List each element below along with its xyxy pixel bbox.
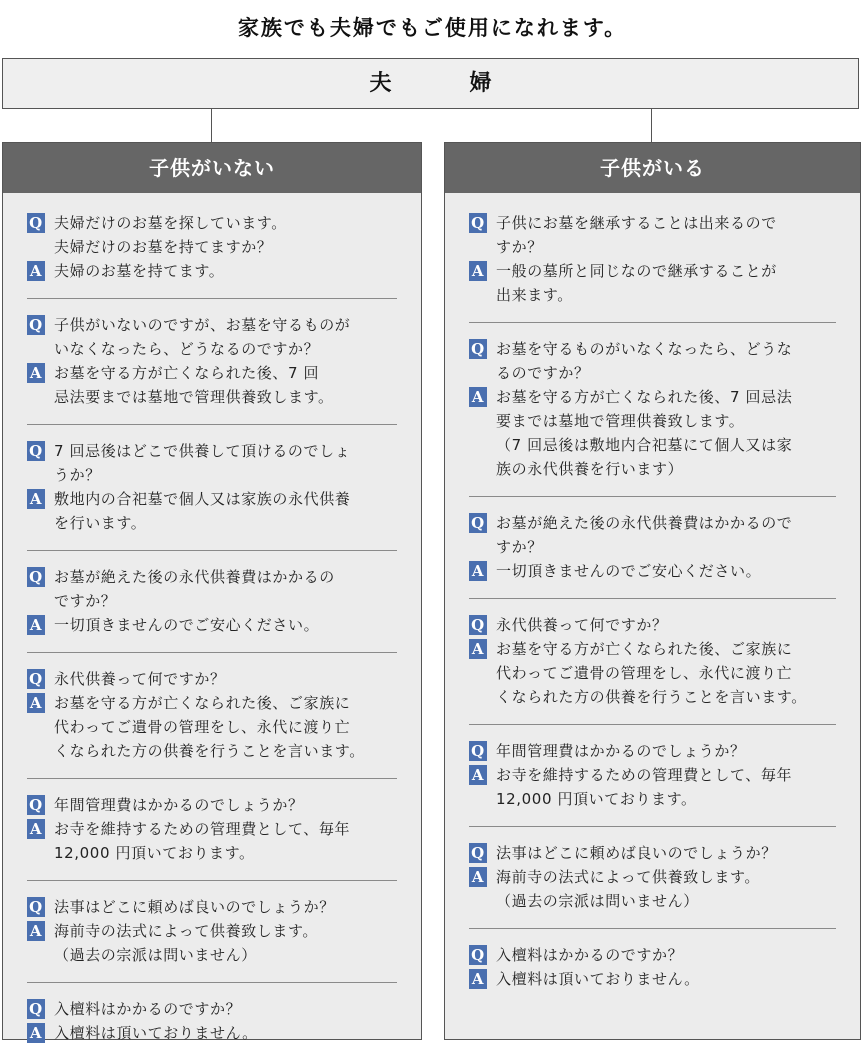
answer-badge-icon: A: [27, 1023, 45, 1043]
question-badge-icon: Q: [469, 843, 487, 863]
question-text: 永代供養って何ですか？: [496, 616, 668, 634]
question-text: 年間管理費はかかるのでしょうか？: [54, 796, 304, 814]
question-text: 子供がいないのですが、お墓を守るものが いなくなったら、どうなるのですか？: [54, 316, 351, 358]
question-text: 永代供養って何ですか？: [54, 670, 226, 688]
connector-line-right: [651, 109, 652, 142]
answer-text: 夫婦のお墓を持てます。: [54, 262, 225, 280]
column-with-children: [444, 142, 861, 1040]
qa-item: [27, 997, 397, 1060]
answer-text: 敷地内の合祀墓で個人又は家族の永代供養 を行います。: [54, 490, 351, 532]
answer-text: お墓を守る方が亡くなられた後、7 回 忌法要までは墓地で管理供養致します。: [54, 364, 334, 406]
answer-text: 入檀料は頂いておりません。: [496, 970, 700, 988]
question-text: 入檀料はかかるのですか？: [496, 946, 684, 964]
question-badge-icon: Q: [469, 213, 487, 233]
answer-line: [469, 763, 836, 811]
answer-badge-icon: A: [27, 489, 45, 509]
answer-line: [27, 259, 397, 283]
answer-line: [27, 613, 397, 637]
answer-line: [469, 865, 836, 913]
answer-badge-icon: A: [27, 615, 45, 635]
qa-item: [469, 841, 836, 929]
answer-line: [469, 559, 836, 583]
couple-box: [2, 58, 859, 109]
answer-line: [469, 967, 836, 991]
answer-text: お墓を守る方が亡くなられた後、ご家族に 代わってご遺骨の管理をし、永代に渡り亡 くなられた方の供養を行うことを言います。: [54, 694, 365, 760]
question-badge-icon: Q: [27, 897, 45, 917]
question-badge-icon: Q: [469, 741, 487, 761]
question-line: [469, 943, 836, 967]
answer-text: お寺を維持するための管理費として、毎年 12,000 円頂いております。: [54, 820, 351, 862]
question-text: 夫婦だけのお墓を探しています。 夫婦だけのお墓を持てますか？: [54, 214, 287, 256]
question-line: [469, 739, 836, 763]
answer-line: [27, 817, 397, 865]
answer-text: 海前寺の法式によって供養致します。 （過去の宗派は問いません）: [54, 922, 319, 964]
question-text: お墓が絶えた後の永代供養費はかかるので すか？: [496, 514, 793, 556]
question-text: お墓が絶えた後の永代供養費はかかるの ですか？: [54, 568, 335, 610]
qa-item: [469, 211, 836, 323]
answer-badge-icon: A: [27, 363, 45, 383]
question-text: 入檀料はかかるのですか？: [54, 1000, 242, 1018]
question-badge-icon: Q: [27, 999, 45, 1019]
question-text: 法事はどこに頼めば良いのでしょうか？: [54, 898, 335, 916]
question-line: [27, 667, 397, 691]
column-no-children: [2, 142, 422, 1040]
answer-line: [469, 637, 836, 709]
qa-item: [469, 943, 836, 1006]
question-text: お墓を守るものがいなくなったら、どうな るのですか？: [496, 340, 793, 382]
answer-line: [27, 691, 397, 763]
connector-line-left: [211, 109, 212, 142]
qa-item: [27, 439, 397, 551]
question-badge-icon: Q: [469, 615, 487, 635]
question-line: [27, 439, 397, 487]
answer-badge-icon: A: [27, 819, 45, 839]
qa-item: [27, 565, 397, 653]
question-line: [27, 565, 397, 613]
question-badge-icon: Q: [469, 945, 487, 965]
question-badge-icon: Q: [27, 441, 45, 461]
qa-item: [469, 613, 836, 725]
column-header: 子供がいない: [3, 143, 421, 193]
question-line: [27, 793, 397, 817]
question-badge-icon: Q: [469, 513, 487, 533]
answer-badge-icon: A: [469, 387, 487, 407]
question-text: 年間管理費はかかるのでしょうか？: [496, 742, 746, 760]
question-badge-icon: Q: [27, 567, 45, 587]
answer-text: 一切頂きませんのでご安心ください。: [496, 562, 762, 580]
answer-text: お墓を守る方が亡くなられた後、ご家族に 代わってご遺骨の管理をし、永代に渡り亡 くなられた方の供養を行うことを言います。: [496, 640, 807, 706]
question-line: [27, 313, 397, 361]
answer-badge-icon: A: [469, 969, 487, 989]
qa-item: [27, 793, 397, 881]
qa-item: [27, 211, 397, 299]
answer-text: 入檀料は頂いておりません。: [54, 1024, 258, 1042]
answer-badge-icon: A: [469, 639, 487, 659]
answer-line: [27, 361, 397, 409]
qa-item: [27, 667, 397, 779]
answer-badge-icon: A: [469, 261, 487, 281]
answer-line: [27, 1021, 397, 1045]
question-line: [469, 613, 836, 637]
question-line: [27, 895, 397, 919]
question-text: 子供にお墓を継承することは出来るので すか？: [496, 214, 777, 256]
question-line: [469, 337, 836, 385]
question-line: [469, 511, 836, 559]
answer-line: [27, 919, 397, 967]
answer-badge-icon: A: [469, 765, 487, 785]
answer-badge-icon: A: [27, 261, 45, 281]
question-line: [27, 211, 397, 259]
answer-text: 海前寺の法式によって供養致します。 （過去の宗派は問いません）: [496, 868, 761, 910]
answer-line: [469, 259, 836, 307]
answer-text: お寺を維持するための管理費として、毎年 12,000 円頂いております。: [496, 766, 793, 808]
qa-item: [469, 337, 836, 497]
qa-item: [469, 511, 836, 599]
answer-text: 一切頂きませんのでご安心ください。: [54, 616, 320, 634]
column-header: 子供がいる: [445, 143, 860, 193]
question-text: 法事はどこに頼めば良いのでしょうか？: [496, 844, 777, 862]
question-text: 7 回忌後はどこで供養して頂けるのでしょ うか？: [54, 442, 351, 484]
qa-list: [3, 193, 421, 1060]
qa-list: [445, 193, 860, 1006]
answer-line: [27, 487, 397, 535]
question-badge-icon: Q: [27, 669, 45, 689]
qa-item: [469, 739, 836, 827]
qa-item: [27, 313, 397, 425]
question-line: [469, 841, 836, 865]
answer-line: [469, 385, 836, 481]
answer-text: お墓を守る方が亡くなられた後、7 回忌法 要までは墓地で管理供養致します。 （7 回忌後は敷地内合祀墓にて個人又は家 族の永代供養を行います）: [496, 388, 793, 478]
answer-badge-icon: A: [27, 921, 45, 941]
page-title: 家族でも夫婦でもご使用になれます。: [237, 16, 628, 40]
question-line: [27, 997, 397, 1021]
answer-badge-icon: A: [469, 561, 487, 581]
question-badge-icon: Q: [469, 339, 487, 359]
answer-badge-icon: A: [469, 867, 487, 887]
question-badge-icon: Q: [27, 213, 45, 233]
question-badge-icon: Q: [27, 795, 45, 815]
answer-text: 一般の墓所と同じなので継承することが 出来ます。: [496, 262, 777, 304]
question-line: [469, 211, 836, 259]
answer-badge-icon: A: [27, 693, 45, 713]
question-badge-icon: Q: [27, 315, 45, 335]
couple-label: 夫 婦: [369, 71, 520, 96]
qa-item: [27, 895, 397, 983]
